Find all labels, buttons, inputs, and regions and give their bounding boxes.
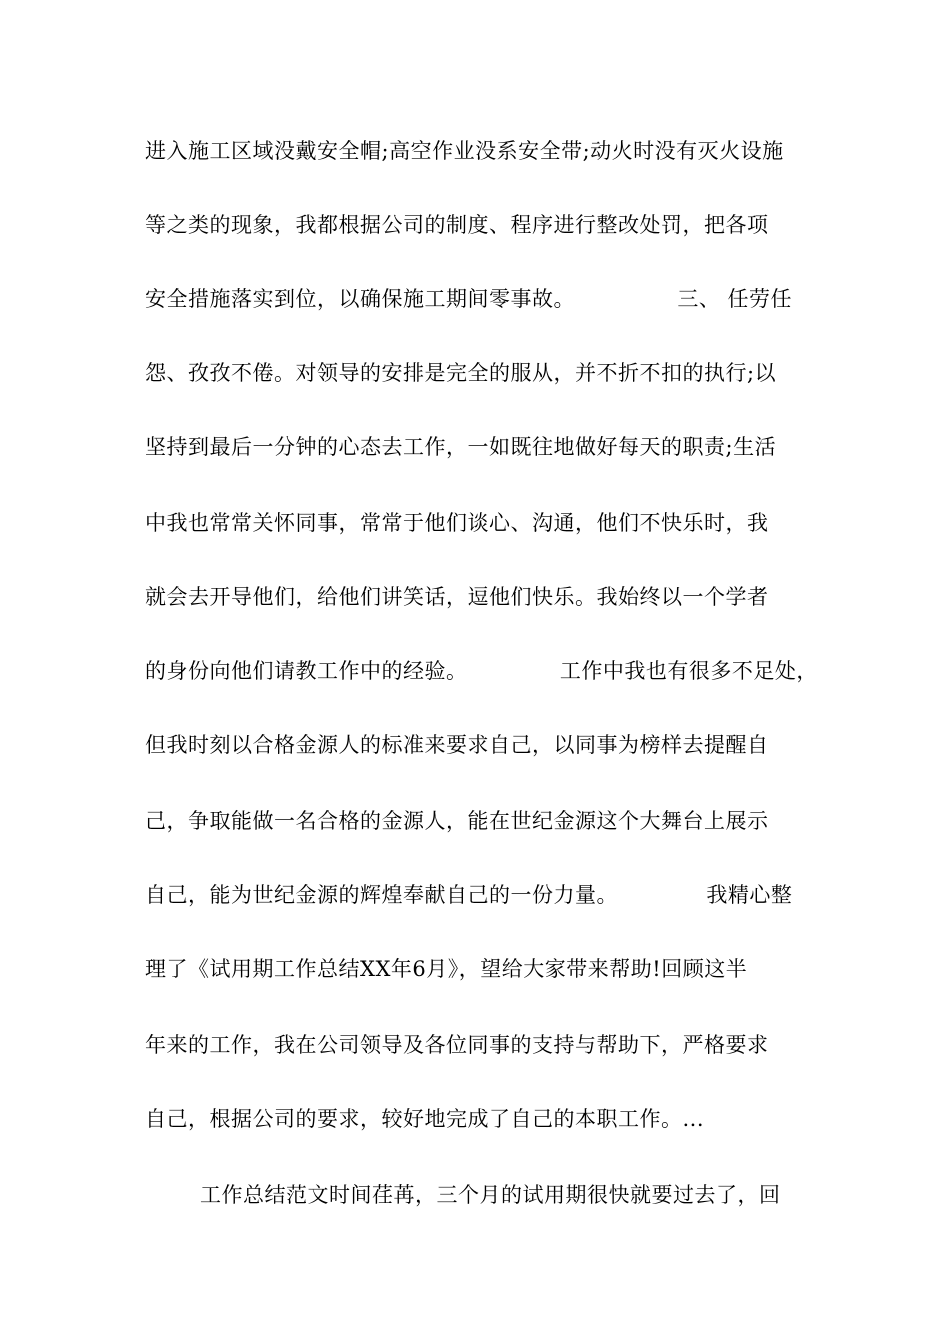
text-line-9: 但我时刻以合格金源人的标准来要求自己，以同事为榜样去提醒自 xyxy=(145,733,769,757)
text-line-7: 就会去开导他们，给他们讲笑话，逗他们快乐。我始终以一个学者 xyxy=(145,585,769,609)
text-line-13: 年来的工作，我在公司领导及各位同事的支持与帮助下，严格要求 xyxy=(145,1033,769,1057)
text-line-4: 怨、孜孜不倦。对领导的安排是完全的服从，并不折不扣的执行;以 xyxy=(145,361,777,385)
text-line-15: 工作总结范文时间荏苒，三个月的试用期很快就要过去了，回 xyxy=(200,1183,781,1207)
text-line-11 xyxy=(145,880,825,910)
text-line-1: 进入施工区域没戴安全帽;高空作业没系安全带;动火时没有灭火设施 xyxy=(145,139,784,163)
text-line-11-part-1: 自己，能为世纪金源的辉煌奉献自己的一份力量。 xyxy=(145,883,618,907)
text-line-12: 理了《试用期工作总结XX年6月》，望给大家带来帮助!回顾这半 xyxy=(145,957,748,981)
text-line-2: 等之类的现象，我都根据公司的制度、程序进行整改处罚，把各项 xyxy=(145,213,769,237)
text-line-3-part-1: 安全措施落实到位，以确保施工期间零事故。 xyxy=(145,287,575,311)
text-line-5: 坚持到最后一分钟的心态去工作，一如既往地做好每天的职责;生活 xyxy=(145,435,777,459)
text-line-8-part-2: 工作中我也有很多不足处， xyxy=(559,659,818,683)
text-line-11-part-2: 我精心整 xyxy=(706,883,793,907)
text-line-6: 中我也常常关怀同事，常常于他们谈心、沟通，他们不快乐时，我 xyxy=(145,511,769,535)
text-line-3 xyxy=(145,284,825,314)
text-line-3-part-2: 三、 任劳任 xyxy=(677,287,793,311)
text-line-8-part-1: 的身份向他们请教工作中的经验。 xyxy=(145,659,468,683)
text-line-10: 己，争取能做一名合格的金源人，能在世纪金源这个大舞台上展示 xyxy=(145,809,769,833)
text-line-14: 自己，根据公司的要求，较好地完成了自己的本职工作。... xyxy=(145,1107,705,1131)
text-line-8 xyxy=(145,656,825,686)
